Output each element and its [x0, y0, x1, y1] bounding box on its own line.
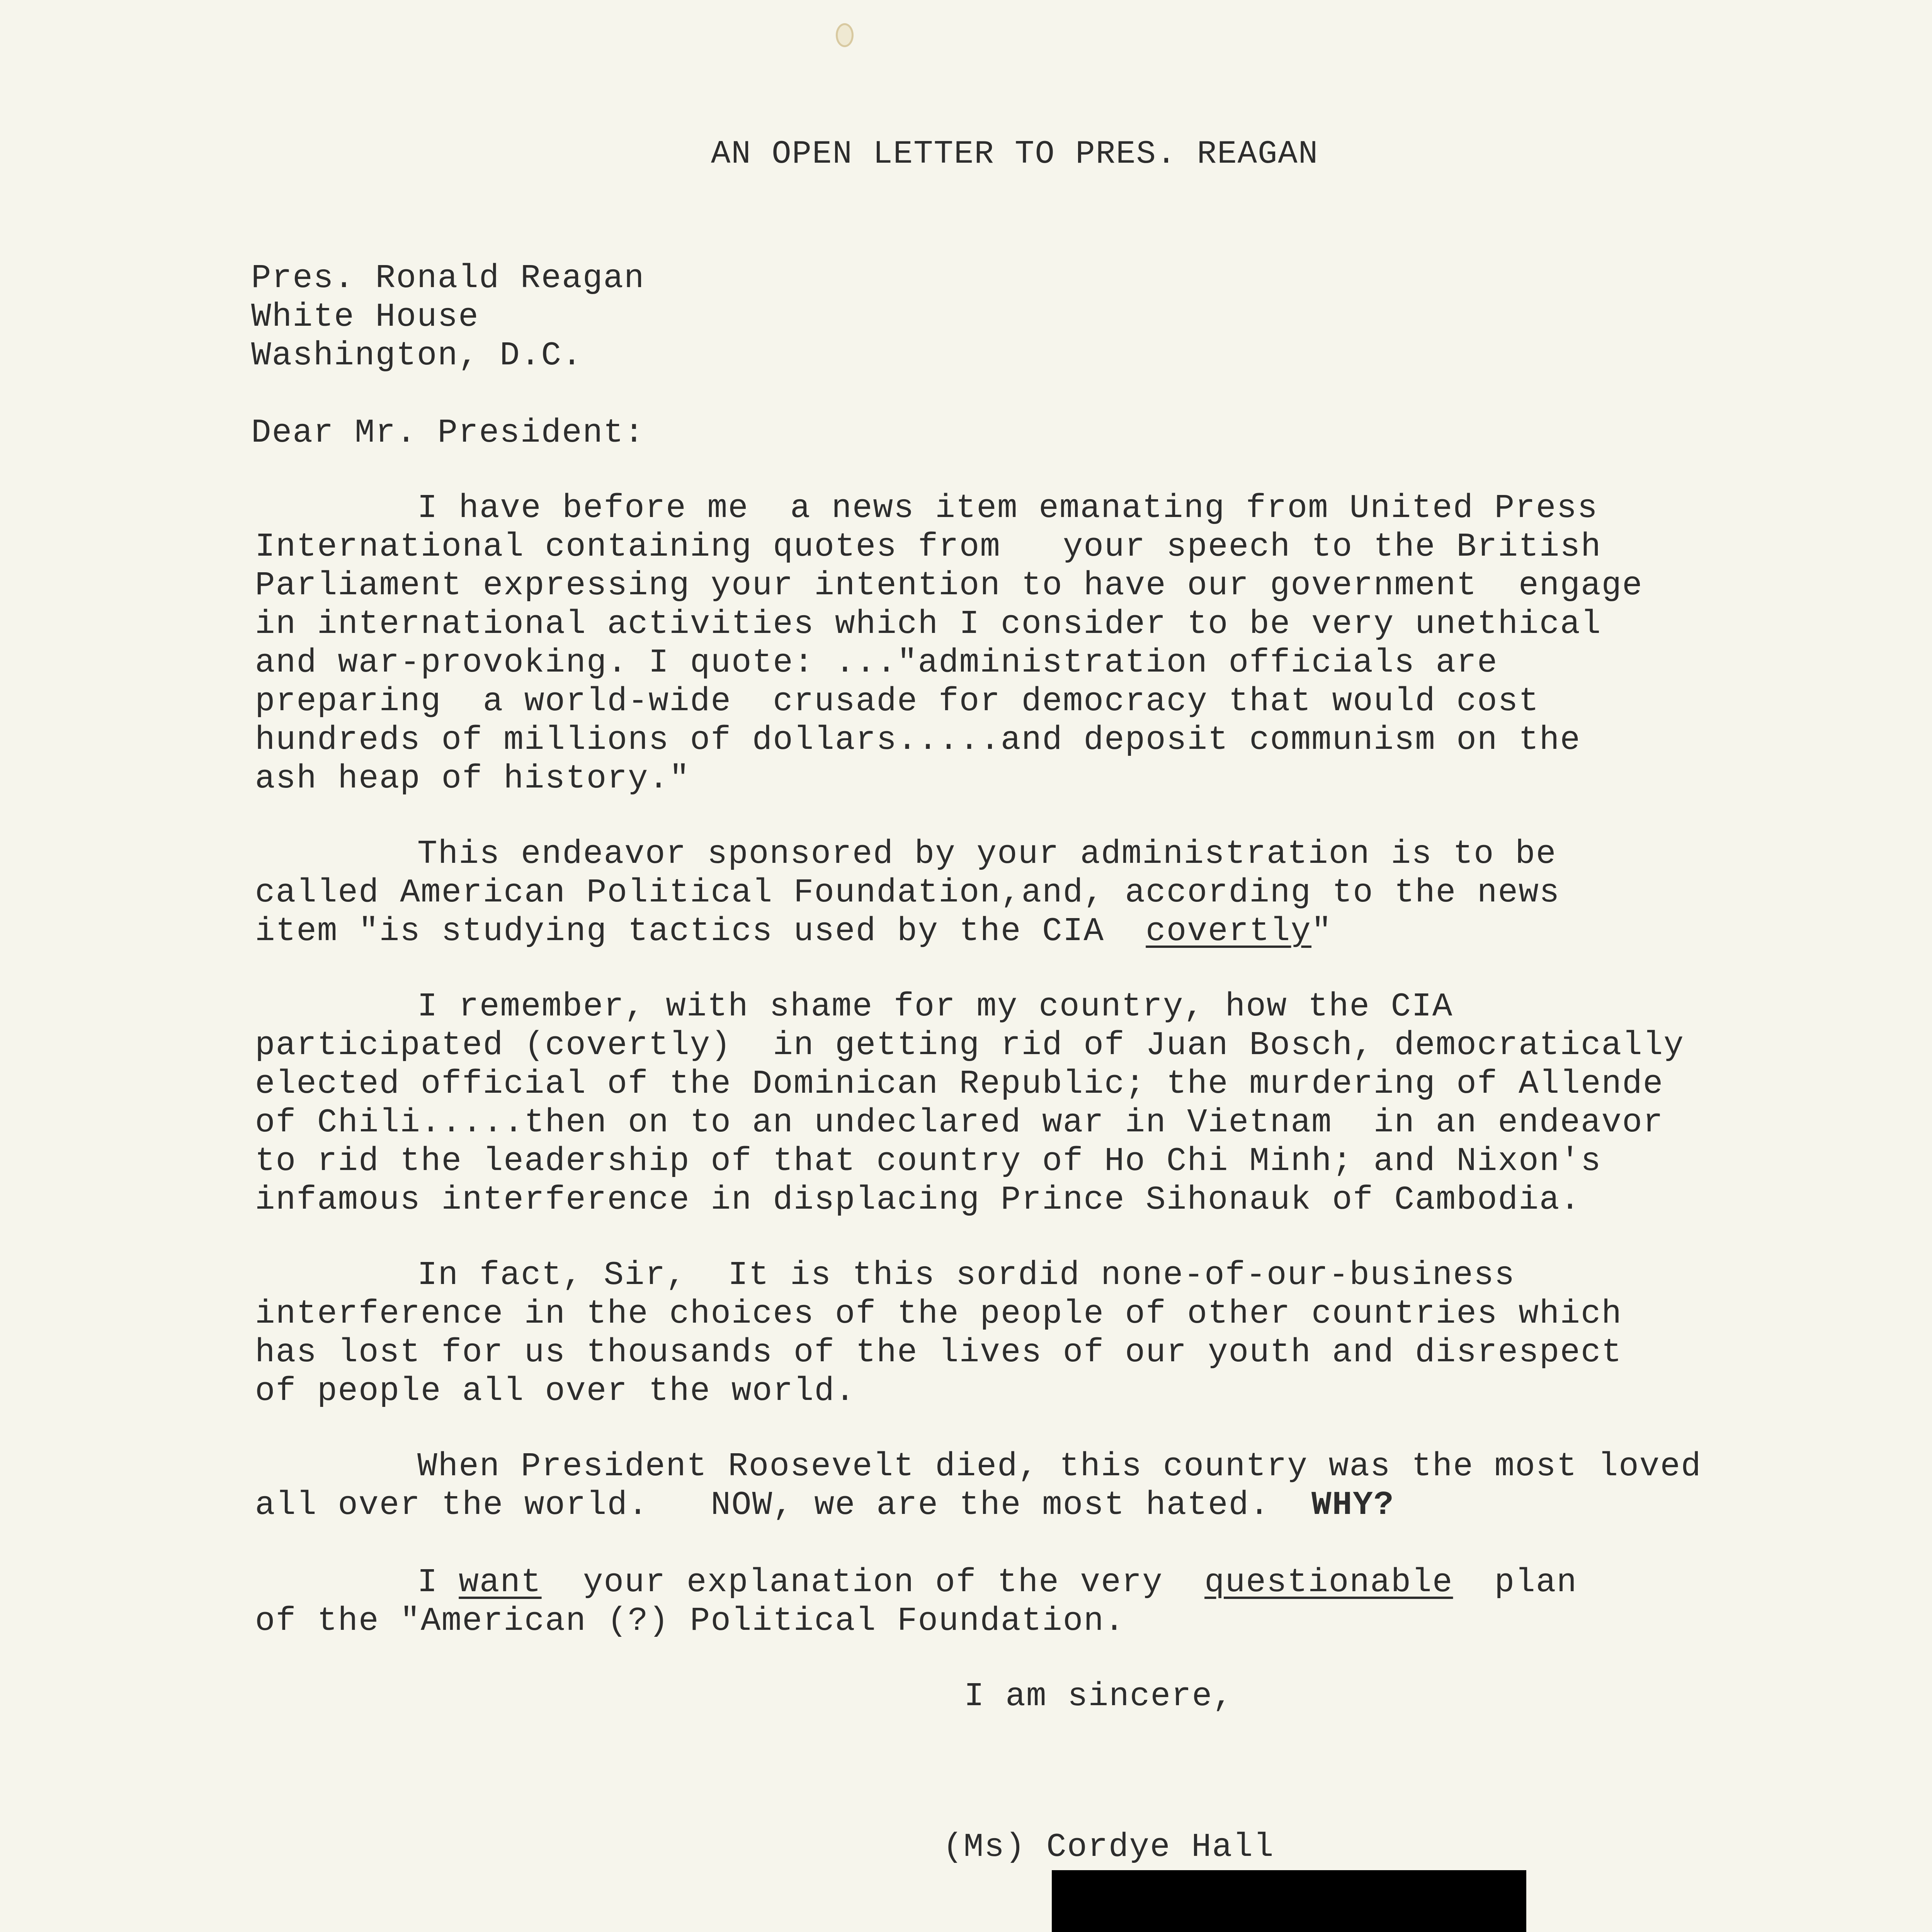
p3-line-4: of Chili.....then on to an undeclared war in Vietnam in an endeavor [255, 1104, 1664, 1141]
address-line-1: Pres. Ronald Reagan [251, 259, 645, 297]
p1-line-8: ash heap of history." [255, 760, 690, 798]
p6-line-2: of the "American (?) Political Foundation. [255, 1602, 1125, 1640]
address-line-2: White House [251, 298, 479, 336]
p1-line-3: Parliament expressing your intention to have our government engage [255, 566, 1643, 604]
p4-line-1: In fact, Sir, It is this sordid none-of-our-business [417, 1256, 1515, 1294]
p1-line-2: International containing quotes from your speech to the British [255, 528, 1602, 566]
underlined-questionable: questionable [1204, 1563, 1453, 1601]
p3-line-6: infamous interference in displacing Prince Sihonauk of Cambodia. [255, 1181, 1581, 1219]
p6-text-e: plan [1453, 1563, 1578, 1601]
p2-line-2: called American Political Foundation,and, according to the news [255, 874, 1560, 912]
salutation: Dear Mr. President: [251, 414, 645, 452]
p4-line-2: interference in the choices of the people of other countries which [255, 1295, 1622, 1333]
address-line-3: Washington, D.C. [251, 337, 583, 374]
p3-line-5: to rid the leadership of that country of Ho Chi Minh; and Nixon's [255, 1142, 1602, 1180]
why-emphasis: WHY? [1311, 1486, 1395, 1524]
p2-line-1: This endeavor sponsored by your administration is to be [417, 835, 1557, 873]
p1-line-6: preparing a world-wide crusade for democracy that would cost [255, 682, 1539, 720]
p1-line-7: hundreds of millions of dollars.....and deposit communism on the [255, 721, 1581, 759]
p5-line-2 [255, 1486, 1394, 1524]
redaction-bar [1052, 1870, 1526, 1932]
p6-line-1 [417, 1563, 1577, 1602]
p2-line-3-end: " [1311, 912, 1332, 950]
underlined-want: want [459, 1563, 542, 1601]
p4-line-4: of people all over the world. [255, 1372, 856, 1410]
signature-name: (Ms) Cordye Hall [943, 1828, 1274, 1866]
p2-line-3-text: item "is studying tactics used by the CIA [255, 912, 1146, 950]
p6-text-c: your explanation of the very [541, 1563, 1205, 1601]
letter-title: AN OPEN LETTER TO PRES. REAGAN [711, 136, 1319, 173]
p5-line-2-text: all over the world. NOW, we are the most hated. [255, 1486, 1312, 1524]
p3-line-2: participated (covertly) in getting rid of Juan Bosch, democratically [255, 1026, 1684, 1064]
p2-line-3 [255, 912, 1332, 951]
p3-line-3: elected official of the Dominican Republic; the murdering of Allende [255, 1065, 1664, 1103]
underlined-covertly: covertly [1146, 912, 1312, 950]
p1-line-1: I have before me a news item emanating from United Press [417, 489, 1598, 527]
closing: I am sincere, [964, 1677, 1233, 1715]
p5-line-1: When President Roosevelt died, this country was the most loved [417, 1447, 1702, 1485]
p1-line-5: and war-provoking. I quote: ..."administration officials are [255, 644, 1498, 682]
p3-line-1: I remember, with shame for my country, how the CIA [417, 988, 1453, 1026]
punch-hole-mark [836, 23, 854, 47]
p4-line-3: has lost for us thousands of the lives of our youth and disrespect [255, 1333, 1622, 1371]
p1-line-4: in international activities which I consider to be very unethical [255, 605, 1602, 643]
p6-text-a: I [417, 1563, 459, 1601]
